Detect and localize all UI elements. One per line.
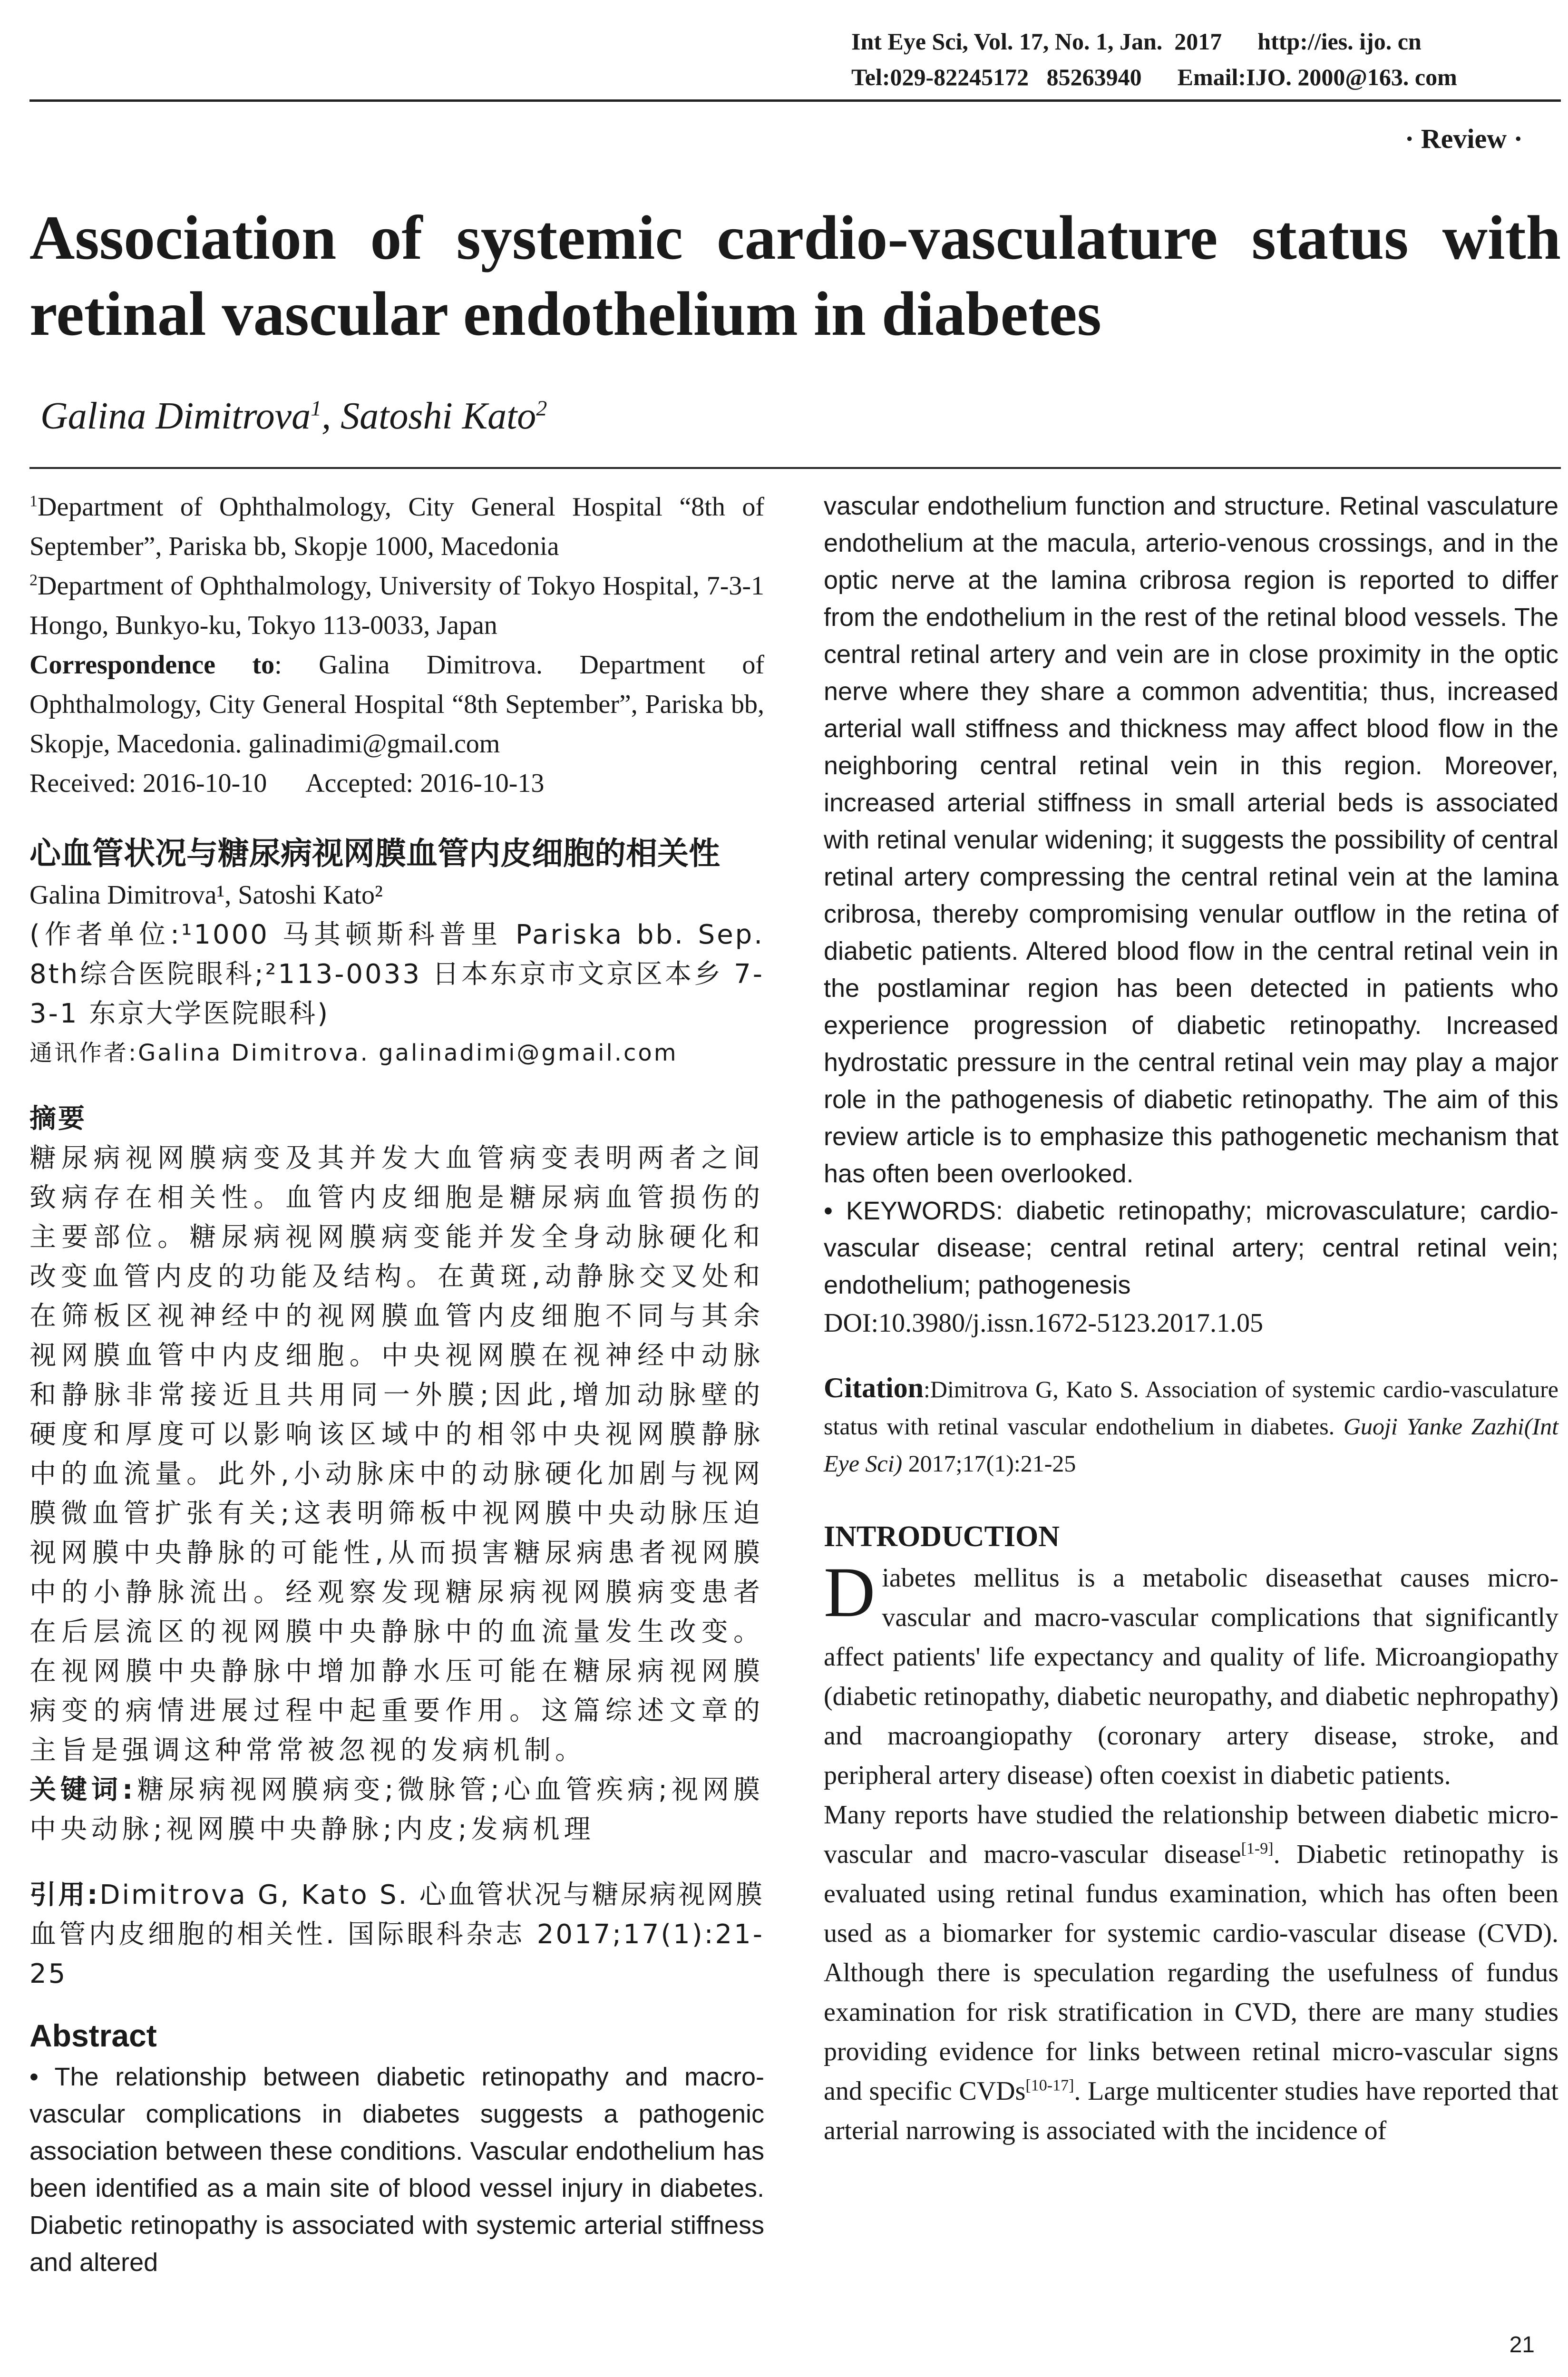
cn-keywords-label: 关键词: bbox=[29, 1774, 137, 1805]
abstract-text-left: • The relationship between diabetic retinopathy and macro-vascular complications in diabetes suggests a pathogenic association between these conditions. Vascular endothelium has been identified as a main site of blood vessel injury in diabetes. Diabetic retinopathy is associated with systemic arterial stiffness and altered bbox=[29, 2063, 764, 2277]
citation-label: Citation bbox=[824, 1372, 924, 1403]
intro-p2-text-c: . Large multicenter studies have reported that arterial narrowing is associated with the incidence of bbox=[824, 2076, 1558, 2145]
correspondence bbox=[29, 645, 764, 764]
header-rule bbox=[29, 99, 1561, 102]
intro-paragraph-2 bbox=[824, 1795, 1558, 2151]
section-tag: · Review · bbox=[1404, 123, 1523, 154]
left-column bbox=[29, 487, 764, 2281]
cn-title: 心血管状况与糖尿病视网膜血管内皮细胞的相关性 bbox=[29, 835, 720, 872]
author-line bbox=[40, 395, 547, 438]
cn-citation-label: 引用: bbox=[29, 1880, 100, 1910]
intro-p2-text-b: . Diabetic retinopathy is evaluated using retinal fundus examination, which has often been used as a biomarker for systemic cardio-vascular disease (CVD). Although there is speculation regarding the usefulness of fundus examination for risk stratification in CVD, there are many studies providing evidence for links between retinal micro-vascular signs and specific CVDs bbox=[824, 1840, 1558, 2106]
affiliation-1 bbox=[29, 487, 764, 566]
keywords: • KEYWORDS: diabetic retinopathy; microvasculature; cardio-vascular disease; central retinal artery; central retinal vein; endothelium; pathogenesis bbox=[824, 1197, 1558, 1299]
affiliation-2 bbox=[29, 566, 764, 645]
header-line-2: Tel:029-82245172 85263940 Email:IJO. 2000@163. com bbox=[851, 64, 1457, 90]
intro-p2-text-a: Many reports have studied the relationship between diabetic micro-vascular and macro-vascular disease bbox=[824, 1800, 1558, 1869]
affiliation-2-sup: 2 bbox=[29, 571, 38, 589]
title-rule bbox=[29, 467, 1561, 469]
citation bbox=[824, 1369, 1558, 1482]
cn-keywords-text: 糖尿病视网膜病变;微脉管;心血管疾病;视网膜中央动脉;视网膜中央静脉;内皮;发病机理 bbox=[29, 1774, 765, 1845]
abstract-heading: Abstract bbox=[29, 2018, 157, 2053]
abstract-text-right: vascular endothelium function and structure. Retinal vasculature endothelium at the macula, arterio-venous crossings, and in the optic nerve at the lamina cribrosa region is reported to differ from the endothelium in the rest of the retinal blood vessels. The central retinal artery and vein are in close proximity in the optic nerve where they share a common adventitia; thus, increased arterial wall stiffness and thickness may affect blood flow in the neighboring central retinal vein in this region. Moreover, increased arterial stiffness in small arterial beds is associated with retinal venular widening; it suggests the possibility of central retinal artery compressing the central retinal vein at the lamina cribrosa, thereby compromising venular outflow in the retina of diabetic patients. Altered blood flow in the central retinal vein in the postlaminar region has been detected in patients who experience progression of diabetic retinopathy. Increased hydrostatic pressure in the central retinal vein may play a major role in the pathogenesis of diabetic retinopathy. The aim of this review article is to emphasize this pathogenetic mechanism that has often been overlooked. bbox=[824, 492, 1558, 1188]
cn-authors: Galina Dimitrova¹, Satoshi Kato² bbox=[29, 880, 383, 910]
citation-text-end: 2017;17(1):21-25 bbox=[902, 1450, 1076, 1477]
cn-abstract: 糖尿病视网膜病变及其并发大血管病变表明两者之间致病存在相关性。血管内皮细胞是糖尿病血管损伤的主要部位。糖尿病视网膜病变能并发全身动脉硬化和改变血管内皮的功能及结构。在黄斑,动静脉交叉处和在筛板区视神经中的视网膜血管内皮细胞不同与其余视网膜血管中内皮细胞。中央视网膜在视神经中动脉和静脉非常接近且共用同一外膜;因此,增加动脉壁的硬度和厚度可以影响该区域中的相邻中央视网膜静脉中的血流量。此外,小动脉床中的动脉硬化加剧与视网膜微血管扩张有关;这表明筛板中视网膜中央动脉压迫视网膜中央静脉的可能性,从而损害糖尿病患者视网膜中的小静脉流出。经观察发现糖尿病视网膜病变患者在后层流区的视网膜中央静脉中的血流量发生改变。在视网膜中央静脉中增加静水压可能在糖尿病视网膜病变的病情进展过程中起重要作用。这篇综述文章的主旨是强调这种常常被忽视的发病机制。 bbox=[29, 1143, 764, 1766]
intro-paragraph-1 bbox=[824, 1553, 1558, 1795]
drop-cap: D bbox=[824, 1553, 876, 1632]
cn-abstract-heading: 摘要 bbox=[29, 1103, 87, 1134]
header-line-1: Int Eye Sci, Vol. 17, No. 1, Jan. 2017 http://ies. ijo. cn bbox=[851, 28, 1422, 55]
citation-text: :Dimitrova G, Kato S. Association of systemic cardio-vasculature status with retinal vascular endothelium in diabetes. bbox=[824, 1376, 1558, 1440]
author-2: Satoshi Kato bbox=[341, 395, 536, 437]
correspondence-label: Correspondence to bbox=[29, 650, 275, 680]
author-2-sup: 2 bbox=[536, 396, 547, 420]
author-1: Galina Dimitrova bbox=[40, 395, 311, 437]
affiliation-1-text: Department of Ophthalmology, City General Hospital “8th of September”, Pariska bb, Skopje 1000, Macedonia bbox=[29, 492, 764, 561]
affiliation-2-text: Department of Ophthalmology, University of Tokyo Hospital, 7-3-1 Hongo, Bunkyo-ku, Tokyo 113-0033, Japan bbox=[29, 571, 764, 640]
article-title: Association of systemic cardio-vasculature status with retinal vascular endothelium in diabetes bbox=[29, 203, 1561, 349]
intro-p1-text: iabetes mellitus is a metabolic diseasethat causes micro-vascular and macro-vascular complications that significantly affect patients' life expectancy and quality of life. Microangiopathy (diabetic retinopathy, diabetic neuropathy, and diabetic nephropathy) and macroangiopathy (coronary artery disease, stroke, and peripheral artery disease) often coexist in diabetic patients. bbox=[824, 1563, 1558, 1790]
affiliation-1-sup: 1 bbox=[29, 492, 38, 510]
citation-journal: Guoji Yanke Zazhi(Int Eye Sci) bbox=[824, 1413, 1559, 1477]
citation-ref-1: [1-9] bbox=[1241, 1840, 1274, 1858]
author-1-sup: 1 bbox=[311, 396, 322, 420]
journal-header bbox=[851, 24, 1560, 95]
cn-affiliation: (作者单位:¹1000 马其顿斯科普里 Pariska bb. Sep. 8th综合医院眼科;²113-0033 日本东京市文京区本乡 7-3-1 东京大学医院眼科) bbox=[29, 919, 764, 1029]
page-number: 21 bbox=[1509, 2332, 1535, 2358]
citation-ref-2: [10-17] bbox=[1025, 2076, 1074, 2094]
cn-correspondence: 通讯作者:Galina Dimitrova. galinadimi@gmail.com bbox=[29, 1040, 678, 1066]
cn-citation bbox=[29, 1875, 764, 1994]
cn-citation-text: Dimitrova G, Kato S. 心血管状况与糖尿病视网膜血管内皮细胞的相关性. 国际眼科杂志 2017;17(1):21-25 bbox=[29, 1880, 764, 1989]
introduction-heading: INTRODUCTION bbox=[824, 1520, 1060, 1553]
cn-keywords bbox=[29, 1770, 764, 1849]
right-column bbox=[824, 487, 1558, 2151]
doi: DOI:10.3980/j.issn.1672-5123.2017.1.05 bbox=[824, 1308, 1263, 1338]
dates: Received: 2016-10-10 Accepted: 2016-10-13 bbox=[29, 769, 545, 798]
correspondence-text: : Galina Dimitrova. Department of Ophthalmology, City General Hospital “8th September”, Pariska bb, Skopje, Macedonia. galinadimi@gmail.com bbox=[29, 650, 764, 759]
author-separator: , bbox=[321, 395, 341, 437]
